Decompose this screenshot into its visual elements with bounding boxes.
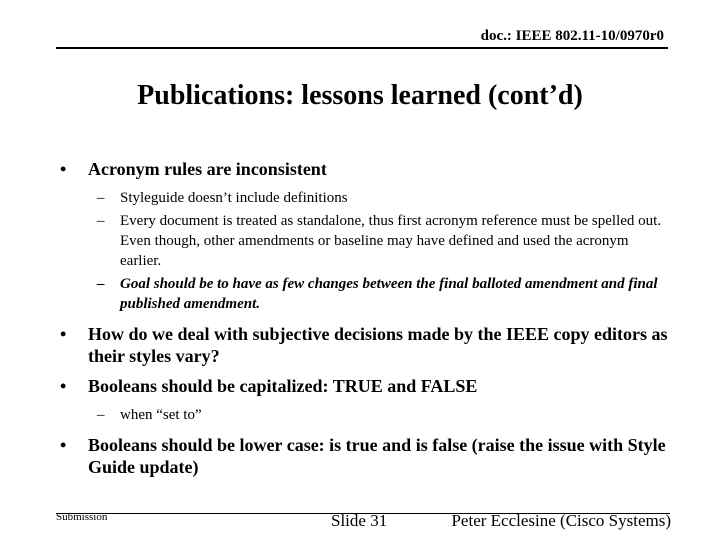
- sub-bullet-item: [60, 211, 670, 271]
- dash-marker: –: [97, 407, 105, 423]
- sub-bullet-item: [60, 274, 670, 314]
- bullet-text: Acronym rules are inconsistent: [88, 159, 327, 179]
- bullet-item: [60, 158, 670, 180]
- sub-bullet-text: Every document is treated as standalone, thus first acronym reference must be spelled out. Even though, other amendments or baseline may have defined and used the acronym earlier.: [120, 213, 662, 269]
- footer-submission: Submission: [56, 511, 108, 523]
- sub-bullet-item: [60, 405, 670, 425]
- slide-content: [60, 158, 670, 486]
- dash-marker: –: [97, 276, 105, 292]
- slide-title: Publications: lessons learned (cont’d): [137, 80, 583, 111]
- sub-bullet-text: Goal should be to have as few changes between the final balloted amendment and final published amendment.: [120, 276, 658, 312]
- sub-bullet-text: when “set to”: [120, 407, 202, 423]
- sub-bullet-text: Styleguide doesn’t include definitions: [120, 190, 348, 206]
- bullet-text: Booleans should be lower case: is true and is false (raise the issue with Style Guide update): [88, 435, 666, 477]
- sub-bullet-item: [60, 188, 670, 208]
- bullet-item: [60, 323, 670, 367]
- bullet-item: [60, 375, 670, 397]
- bullet-text: Booleans should be capitalized: TRUE and FALSE: [88, 376, 478, 396]
- bullet-item: [60, 434, 670, 478]
- footer-author: Peter Ecclesine (Cisco Systems): [451, 511, 671, 530]
- dash-marker: –: [97, 190, 105, 206]
- bullet-dot: •: [60, 324, 67, 344]
- slide-number: Slide 31: [331, 511, 388, 530]
- doc-id: doc.: IEEE 802.11-10/0970r0: [480, 28, 664, 44]
- bullet-dot: •: [60, 435, 67, 455]
- dash-marker: –: [97, 213, 105, 229]
- bullet-dot: •: [60, 159, 67, 179]
- bullet-dot: •: [60, 376, 67, 396]
- bullet-text: How do we deal with subjective decisions made by the IEEE copy editors as their styles vary?: [88, 324, 668, 366]
- header-rule: [56, 47, 668, 49]
